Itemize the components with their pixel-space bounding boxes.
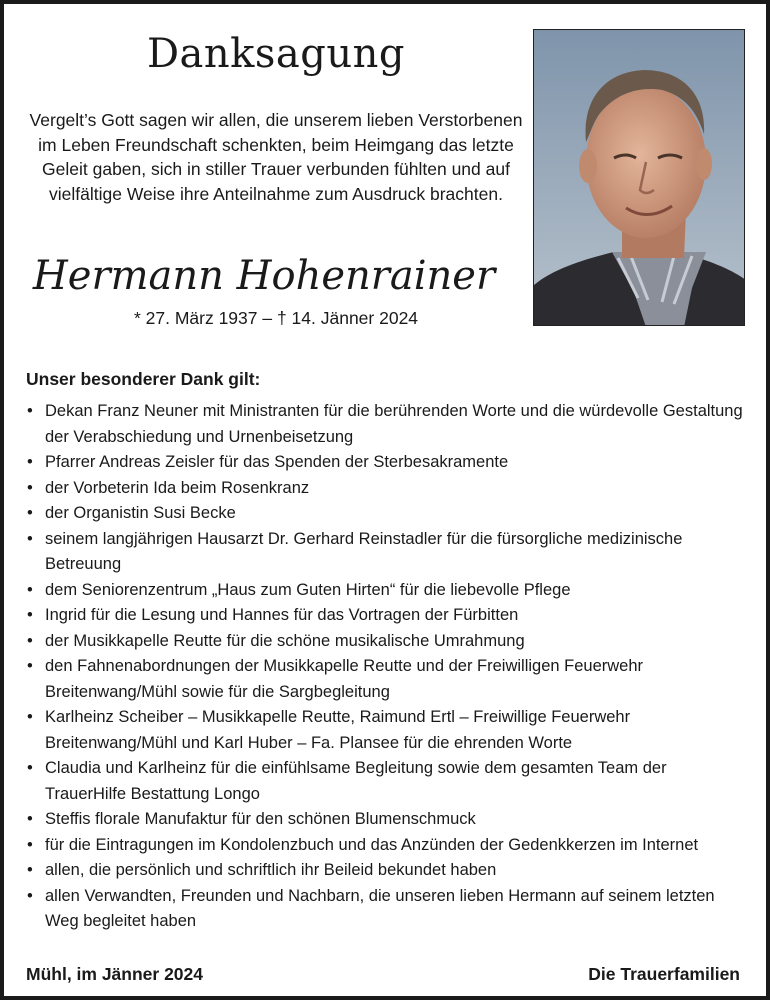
list-item bbox=[26, 654, 746, 705]
list-item bbox=[26, 399, 746, 450]
list-item-text: Karlheinz Scheiber – Musikkapelle Reutte, Raimund Ertl – Freiwillige Feuerwehr Breitenwang/Mühl und Karl Huber – Fa. Plansee für die ehrenden Worte bbox=[45, 708, 631, 752]
bullet-icon: • bbox=[27, 606, 33, 624]
bullet-icon: • bbox=[27, 886, 33, 905]
list-item-text: allen, die persönlich und schriftlich ihr Beileid bekundet haben bbox=[45, 861, 497, 879]
bullet-icon: • bbox=[27, 402, 33, 420]
list-item bbox=[26, 476, 746, 502]
place-date: Mühl, im Jänner 2024 bbox=[26, 964, 204, 984]
deceased-name: Hermann Hohenrainer bbox=[32, 253, 496, 299]
list-item-text: der Vorbeterin Ida beim Rosenkranz bbox=[45, 478, 310, 497]
notice-intro-text: Vergelt’s Gott sagen wir allen, die unserem lieben Verstorbenen im Leben Freundschaft schenkten, beim Heimgang das letzte Geleit gaben, sich in stiller Trauer verbunden fühlten und auf vielfältige Weise ihre Anteilnahme zum Ausdruck brachten. bbox=[29, 110, 523, 204]
bullet-icon: • bbox=[27, 657, 33, 675]
list-item bbox=[26, 629, 746, 655]
list-item bbox=[26, 603, 746, 629]
thanks-heading: Unser besonderer Dank gilt: bbox=[26, 369, 261, 389]
thanks-list bbox=[26, 399, 746, 935]
bullet-icon: • bbox=[27, 580, 33, 599]
bullet-icon: • bbox=[27, 810, 33, 828]
list-item bbox=[26, 501, 746, 527]
list-item bbox=[26, 807, 746, 833]
list-item-text: der Musikkapelle Reutte für die schöne musikalische Umrahmung bbox=[45, 631, 525, 650]
bullet-icon: • bbox=[27, 504, 33, 522]
list-item bbox=[26, 705, 746, 756]
list-item-text: dem Seniorenzentrum „Haus zum Guten Hirten“ für die liebevolle Pflege bbox=[45, 580, 571, 599]
list-item-text: Steffis florale Manufaktur für den schönen Blumenschmuck bbox=[45, 810, 476, 828]
list-item-text: der Organistin Susi Becke bbox=[45, 504, 236, 522]
bullet-icon: • bbox=[27, 759, 33, 777]
bullet-icon: • bbox=[27, 708, 33, 726]
list-item-text: Dekan Franz Neuner mit Ministranten für die berührenden Worte und die würdevolle Gestaltung der Verabschiedung und Urnenbeisetzung bbox=[45, 402, 743, 446]
life-dates: * 27. März 1937 – † 14. Jänner 2024 bbox=[133, 308, 419, 328]
list-item-text: den Fahnenabordnungen der Musikkapelle Reutte und der Freiwilligen Feuerwehr Breitenwang/Mühl sowie für die Sargbegleitung bbox=[45, 657, 644, 701]
list-item bbox=[26, 833, 746, 859]
portrait-photo-icon bbox=[534, 30, 745, 326]
bullet-icon: • bbox=[27, 453, 33, 471]
list-item-text: seinem langjährigen Hausarzt Dr. Gerhard Reinstadler für die fürsorgliche medizinische Betreuung bbox=[45, 529, 683, 573]
list-item bbox=[26, 858, 746, 884]
list-item-text: Claudia und Karlheinz für die einfühlsame Begleitung sowie dem gesamten Team der TrauerHilfe Bestattung Longo bbox=[45, 759, 667, 803]
list-item-text: Ingrid für die Lesung und Hannes für das Vortragen der Fürbitten bbox=[45, 606, 519, 624]
list-item bbox=[26, 450, 746, 476]
list-item-text: Pfarrer Andreas Zeisler für das Spenden der Sterbesakramente bbox=[45, 453, 509, 471]
bullet-icon: • bbox=[27, 835, 33, 854]
list-item-text: allen Verwandten, Freunden und Nachbarn, die unseren lieben Hermann auf seinem letzten Weg begleitet haben bbox=[45, 886, 715, 930]
notice-title: Danksagung bbox=[146, 31, 406, 77]
bullet-icon: • bbox=[27, 631, 33, 650]
list-item bbox=[26, 884, 746, 935]
list-item bbox=[26, 527, 746, 578]
list-item-text: für die Eintragungen im Kondolenzbuch und das Anzünden der Gedenkkerzen im Internet bbox=[45, 835, 699, 854]
bullet-icon: • bbox=[27, 478, 33, 497]
list-item bbox=[26, 756, 746, 807]
bullet-icon: • bbox=[27, 861, 33, 879]
portrait-photo bbox=[533, 29, 745, 326]
bullet-icon: • bbox=[27, 529, 33, 548]
list-item bbox=[26, 578, 746, 604]
signature: Die Trauerfamilien bbox=[588, 964, 740, 984]
